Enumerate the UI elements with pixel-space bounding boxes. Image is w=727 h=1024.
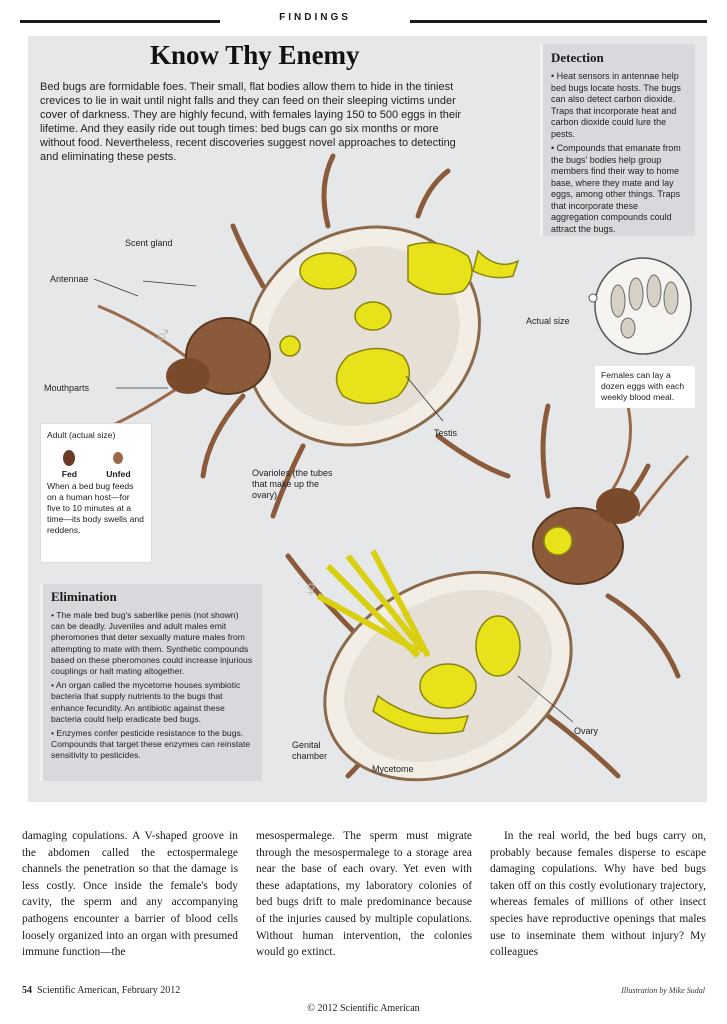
adult-caption: When a bed bug feeds on a human host—for five to 10 minutes at a time—its body swells and reddens. bbox=[47, 481, 144, 535]
elimination-item: • The male bed bug's saberlike penis (not shown) can be deadly. Juveniles and adult males emit pheromones that deter sexually mature males from attempting to mate with them. Synthetic compounds based on these pheromones could increase injurious couplings or halt mating altogether. bbox=[51, 610, 253, 677]
section-label: FINDINGS bbox=[220, 12, 410, 23]
mycetome-label: Mycetome bbox=[372, 764, 414, 774]
figure-intro: Bed bugs are formidable foes. Their small, flat bodies allow them to hide in the tiniest crevices to lie in wait until night falls and they can feed on their sleeping victims under cover of darkness. They are highly fecund, with females laying 150 to 500 eggs in their lifetime. And they easily ride out tough times: bed bugs can go six months or more without food. Nevertheless, recent discoveries suggest novel approaches to detecting and eliminating these pests. bbox=[40, 81, 462, 163]
body-column-2: mesospermalege. The sperm must migrate through the mesospermalege to a storage area near the base of each ovary. Yet even with these adaptations, my laboratory colonies of bed bugs drift to male predominance because of the injuries caused by multiple copulations. Without human intervention, the colonies would go extinct. bbox=[256, 830, 472, 959]
scent-gland-label: Scent gland bbox=[125, 238, 173, 248]
folio bbox=[22, 985, 180, 996]
page-number: 54 bbox=[22, 985, 32, 996]
elimination-heading: Elimination bbox=[51, 589, 117, 604]
detection-heading: Detection bbox=[551, 50, 604, 65]
adult-heading: Adult (actual size) bbox=[47, 430, 116, 440]
mouthparts-label: Mouthparts bbox=[44, 383, 90, 393]
illustration-credit: Illustration by Mike Sudal bbox=[621, 986, 705, 995]
antennae-label: Antennae bbox=[50, 274, 89, 284]
figure-title: Know Thy Enemy bbox=[150, 40, 360, 70]
actual-size-label: Actual size bbox=[526, 316, 570, 326]
adult-size-box bbox=[40, 423, 152, 563]
body-column-1: damaging copulations. A V-shaped groove in the abdomen called the ectospermalege channels the penetration so that the damage is less costly. Once inside the female's body cavity, the sperm and any accompanying pathogens encounter a barrier of blood cells loosely organized into an organ with presumed immune function—the bbox=[22, 830, 238, 959]
detection-box bbox=[540, 44, 695, 236]
eggs-inset bbox=[589, 258, 691, 354]
detection-item: • Compounds that emanate from the bugs' bodies help group members find their way to home base, where they mate and lay eggs, among other things. Traps that incorporate these aggregation compounds could attract the bugs. bbox=[551, 143, 681, 234]
unfed-label: Unfed bbox=[106, 469, 131, 479]
fed-bug-icon bbox=[61, 447, 77, 467]
section-header bbox=[20, 10, 707, 30]
publication: Scientific American, February 2012 bbox=[37, 985, 181, 996]
genital-chamber-label: Genital chamber bbox=[292, 740, 328, 761]
elimination-item: • Enzymes confer pesticide resistance to the bugs. Compounds that target these enzymes can reinstate sensitivity to pesticides. bbox=[51, 728, 251, 761]
fed-label: Fed bbox=[61, 469, 78, 479]
unfed-bug-icon bbox=[110, 447, 126, 467]
male-bug-drawing bbox=[88, 156, 519, 516]
ovary-label: Ovary bbox=[574, 726, 599, 736]
ovarioles-label: Ovarioles (the tubes that make up the ovary) bbox=[252, 468, 333, 500]
header-rule-right bbox=[377, 20, 707, 23]
elimination-box bbox=[40, 584, 262, 781]
female-symbol: ♀ bbox=[302, 576, 320, 603]
detection-item: • Heat sensors in antennae help bed bugs locate hosts. The bugs can also detect carbon dioxide. Traps that incorporate heat and carbon dioxide could lure the pests. bbox=[551, 71, 681, 139]
male-symbol: ♂ bbox=[154, 322, 172, 349]
testis-label: Testis bbox=[434, 428, 458, 438]
copyright: © 2012 Scientific American bbox=[307, 1003, 420, 1014]
eggs-caption: Females can lay a dozen eggs with each weekly blood meal. bbox=[595, 366, 695, 408]
body-column-3: In the real world, the bed bugs carry on, probably because females disperse to escape damaging copulations. Why have bed bugs taken off on this costly evolutionary trajectory, whereas females of millions of other insect species have reproductive openings that males use to inseminate them without injury? My colleagues bbox=[490, 830, 706, 959]
elimination-item: • An organ called the mycetome houses symbiotic bacteria that supply nutrients to the bugs that enhance fecundity. An antibiotic against these bacteria could help eradicate bed bugs. bbox=[51, 680, 241, 724]
